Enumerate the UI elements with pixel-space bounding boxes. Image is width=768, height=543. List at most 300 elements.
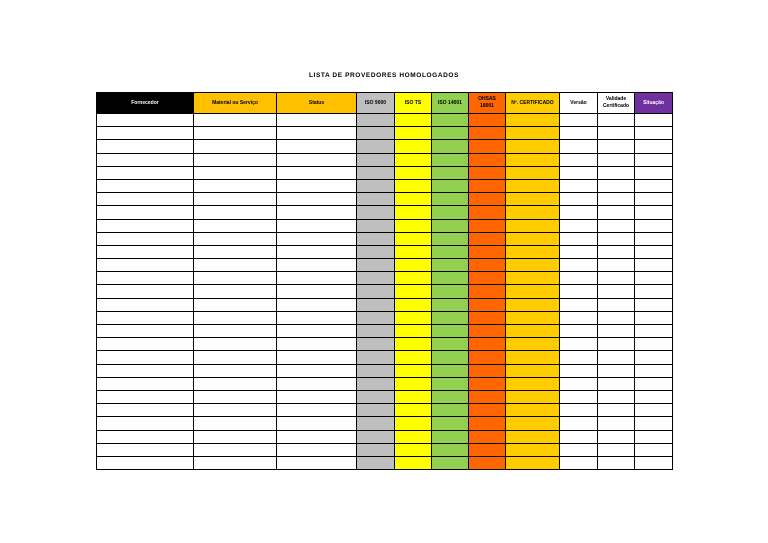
table-cell [469, 390, 506, 403]
table-cell [635, 443, 673, 456]
table-cell [469, 127, 506, 140]
table-cell [277, 193, 357, 206]
table-cell [357, 377, 395, 390]
table-cell [598, 219, 635, 232]
table-cell [560, 443, 598, 456]
table-cell [432, 140, 469, 153]
table-cell [635, 338, 673, 351]
table-cell [469, 325, 506, 338]
column-header-status: Status [277, 93, 357, 114]
table-cell [560, 377, 598, 390]
table-row [97, 206, 673, 219]
table-cell [97, 456, 194, 469]
column-header-material: Material ou Serviço [194, 93, 277, 114]
table-cell [506, 311, 560, 324]
table-cell [598, 351, 635, 364]
table-cell [357, 114, 395, 127]
table-cell [560, 153, 598, 166]
table-cell [395, 206, 432, 219]
table-cell [194, 219, 277, 232]
table-cell [277, 232, 357, 245]
header-row [97, 93, 673, 114]
table-cell [357, 298, 395, 311]
table-cell [194, 311, 277, 324]
table-cell [469, 338, 506, 351]
table-cell [395, 338, 432, 351]
table-cell [277, 325, 357, 338]
table-cell [432, 166, 469, 179]
table-cell [560, 390, 598, 403]
table-cell [194, 351, 277, 364]
table-row [97, 351, 673, 364]
table-cell [506, 285, 560, 298]
table-cell [469, 166, 506, 179]
table-row [97, 443, 673, 456]
table-cell [97, 311, 194, 324]
table-cell [277, 298, 357, 311]
table-cell [635, 259, 673, 272]
table-cell [432, 285, 469, 298]
table-cell [97, 245, 194, 258]
table-cell [469, 193, 506, 206]
table-cell [277, 351, 357, 364]
table-cell [506, 351, 560, 364]
table-cell [432, 456, 469, 469]
table-cell [395, 325, 432, 338]
table-cell [395, 166, 432, 179]
table-cell [635, 193, 673, 206]
table-row [97, 456, 673, 469]
table-cell [506, 153, 560, 166]
table-cell [506, 259, 560, 272]
table-cell [635, 179, 673, 192]
table-cell [560, 404, 598, 417]
table-cell [194, 298, 277, 311]
table-cell [635, 364, 673, 377]
table-cell [598, 232, 635, 245]
table-cell [432, 272, 469, 285]
table-cell [469, 259, 506, 272]
table-row [97, 417, 673, 430]
table-cell [277, 206, 357, 219]
table-cell [194, 272, 277, 285]
table-cell [97, 338, 194, 351]
table-cell [395, 377, 432, 390]
table-cell [598, 325, 635, 338]
table-cell [194, 430, 277, 443]
table-cell [277, 456, 357, 469]
table-row [97, 166, 673, 179]
table-row [97, 325, 673, 338]
column-header-validade: Validade Certificado [598, 93, 635, 114]
table-cell [277, 153, 357, 166]
table-cell [194, 179, 277, 192]
table-cell [395, 127, 432, 140]
table-cell [277, 127, 357, 140]
table-cell [560, 114, 598, 127]
table-cell [635, 430, 673, 443]
table-row [97, 364, 673, 377]
table-cell [506, 179, 560, 192]
table-cell [560, 140, 598, 153]
table-cell [506, 456, 560, 469]
table-cell [635, 325, 673, 338]
table-cell [598, 430, 635, 443]
table-cell [432, 417, 469, 430]
table-cell [506, 364, 560, 377]
table-cell [357, 325, 395, 338]
table-cell [277, 430, 357, 443]
table-cell [506, 232, 560, 245]
column-header-iso9000: ISO 9000 [357, 93, 395, 114]
table-cell [635, 166, 673, 179]
table-cell [97, 166, 194, 179]
table-cell [635, 351, 673, 364]
table-cell [469, 206, 506, 219]
table-cell [277, 166, 357, 179]
table-cell [357, 311, 395, 324]
table-cell [395, 245, 432, 258]
table-cell [97, 179, 194, 192]
table-cell [635, 153, 673, 166]
table-cell [277, 259, 357, 272]
table-cell [432, 114, 469, 127]
table-cell [598, 285, 635, 298]
table-cell [357, 153, 395, 166]
table-cell [194, 338, 277, 351]
table-cell [97, 259, 194, 272]
table-cell [635, 140, 673, 153]
table-cell [194, 140, 277, 153]
table-cell [506, 166, 560, 179]
table-cell [395, 298, 432, 311]
table-cell [560, 285, 598, 298]
table-cell [598, 390, 635, 403]
table-cell [469, 245, 506, 258]
table-cell [97, 114, 194, 127]
table-row [97, 404, 673, 417]
table-cell [598, 404, 635, 417]
table-row [97, 259, 673, 272]
table-cell [635, 390, 673, 403]
table-cell [357, 272, 395, 285]
table-cell [97, 404, 194, 417]
table-cell [432, 245, 469, 258]
table-row [97, 232, 673, 245]
table-cell [395, 219, 432, 232]
table-cell [194, 390, 277, 403]
table-cell [395, 140, 432, 153]
column-header-certificado: Nº. CERTIFICADO [506, 93, 560, 114]
table-cell [277, 338, 357, 351]
table-cell [277, 311, 357, 324]
column-header-ohsas: OHSAS 18001 [469, 93, 506, 114]
table-cell [432, 443, 469, 456]
table-cell [395, 114, 432, 127]
table-cell [560, 338, 598, 351]
column-header-versao: Versão [560, 93, 598, 114]
table-cell [598, 259, 635, 272]
table-cell [506, 206, 560, 219]
table-cell [560, 298, 598, 311]
table-cell [560, 259, 598, 272]
table-cell [97, 351, 194, 364]
table-cell [97, 285, 194, 298]
table-cell [357, 245, 395, 258]
table-cell [194, 193, 277, 206]
table-cell [194, 443, 277, 456]
table-cell [395, 179, 432, 192]
table-cell [598, 114, 635, 127]
table-cell [194, 153, 277, 166]
table-cell [277, 285, 357, 298]
table-cell [432, 179, 469, 192]
table-cell [395, 272, 432, 285]
column-header-situacao: Situação [635, 93, 673, 114]
table-cell [97, 298, 194, 311]
table-cell [598, 245, 635, 258]
table-row [97, 298, 673, 311]
table-cell [635, 127, 673, 140]
table-cell [560, 179, 598, 192]
table-cell [432, 193, 469, 206]
table-cell [635, 404, 673, 417]
table-cell [357, 259, 395, 272]
table-cell [432, 325, 469, 338]
table-cell [598, 311, 635, 324]
table-cell [506, 443, 560, 456]
table-cell [598, 140, 635, 153]
table-cell [635, 245, 673, 258]
table-cell [357, 166, 395, 179]
table-cell [97, 206, 194, 219]
table-cell [635, 206, 673, 219]
table-cell [357, 193, 395, 206]
table-cell [432, 364, 469, 377]
table-cell [506, 338, 560, 351]
table-cell [194, 259, 277, 272]
table-cell [432, 351, 469, 364]
table-cell [598, 127, 635, 140]
table-cell [560, 166, 598, 179]
table-cell [469, 377, 506, 390]
table-cell [97, 377, 194, 390]
table-cell [277, 404, 357, 417]
table-cell [432, 206, 469, 219]
table-cell [469, 285, 506, 298]
table-cell [395, 443, 432, 456]
table-row [97, 114, 673, 127]
table-cell [598, 456, 635, 469]
table-cell [97, 219, 194, 232]
table-cell [469, 404, 506, 417]
table-cell [395, 404, 432, 417]
table-cell [97, 232, 194, 245]
table-cell [395, 390, 432, 403]
table-cell [395, 456, 432, 469]
table-cell [357, 430, 395, 443]
table-cell [506, 404, 560, 417]
table-cell [506, 325, 560, 338]
table-cell [194, 364, 277, 377]
table-cell [560, 232, 598, 245]
table-row [97, 285, 673, 298]
table-cell [97, 140, 194, 153]
table-cell [635, 232, 673, 245]
table-cell [395, 311, 432, 324]
table-cell [506, 245, 560, 258]
table-row [97, 377, 673, 390]
table-cell [598, 443, 635, 456]
table-cell [194, 285, 277, 298]
column-header-iso14001: ISO 14001 [432, 93, 469, 114]
table-cell [560, 364, 598, 377]
table-cell [635, 272, 673, 285]
table-cell [469, 311, 506, 324]
table-cell [635, 285, 673, 298]
table-cell [395, 417, 432, 430]
table-cell [432, 298, 469, 311]
table-cell [97, 127, 194, 140]
table-cell [277, 179, 357, 192]
table-cell [635, 456, 673, 469]
table-cell [469, 430, 506, 443]
table-cell [598, 377, 635, 390]
table-cell [560, 127, 598, 140]
table-cell [506, 140, 560, 153]
table-cell [560, 430, 598, 443]
table-cell [560, 325, 598, 338]
table-cell [277, 140, 357, 153]
table-cell [598, 338, 635, 351]
table-cell [357, 179, 395, 192]
table-cell [357, 390, 395, 403]
table-cell [469, 153, 506, 166]
table-cell [469, 456, 506, 469]
table-row [97, 140, 673, 153]
table-row [97, 311, 673, 324]
table-cell [357, 232, 395, 245]
table-cell [97, 193, 194, 206]
table-cell [194, 232, 277, 245]
table-cell [194, 325, 277, 338]
table-cell [560, 311, 598, 324]
table-cell [432, 338, 469, 351]
table-cell [598, 298, 635, 311]
table-row [97, 219, 673, 232]
table-cell [357, 219, 395, 232]
table-cell [97, 443, 194, 456]
table-cell [357, 140, 395, 153]
table-cell [357, 404, 395, 417]
table-cell [560, 219, 598, 232]
table-cell [432, 219, 469, 232]
table-cell [598, 153, 635, 166]
table-cell [506, 377, 560, 390]
table-cell [97, 390, 194, 403]
table-cell [194, 456, 277, 469]
table-cell [395, 232, 432, 245]
table-cell [395, 193, 432, 206]
table-cell [432, 127, 469, 140]
table-cell [194, 206, 277, 219]
table-cell [432, 153, 469, 166]
table-cell [506, 127, 560, 140]
table-cell [395, 285, 432, 298]
table-cell [506, 298, 560, 311]
table-cell [277, 443, 357, 456]
table-row [97, 272, 673, 285]
table-cell [560, 351, 598, 364]
table-cell [277, 272, 357, 285]
table-cell [635, 417, 673, 430]
table-cell [598, 206, 635, 219]
table-cell [357, 285, 395, 298]
table-cell [635, 298, 673, 311]
table-cell [506, 219, 560, 232]
table-row [97, 193, 673, 206]
table-cell [598, 417, 635, 430]
table-cell [469, 219, 506, 232]
table-cell [506, 390, 560, 403]
table-row [97, 179, 673, 192]
table-cell [560, 417, 598, 430]
table-cell [560, 206, 598, 219]
table-cell [432, 377, 469, 390]
table-cell [277, 417, 357, 430]
table-cell [277, 377, 357, 390]
supplier-table [96, 92, 673, 470]
table-cell [560, 245, 598, 258]
table-cell [469, 272, 506, 285]
table-cell [635, 114, 673, 127]
table-cell [598, 364, 635, 377]
table-cell [635, 377, 673, 390]
table-cell [194, 377, 277, 390]
table-row [97, 245, 673, 258]
table-cell [395, 153, 432, 166]
table-cell [97, 430, 194, 443]
table-cell [598, 166, 635, 179]
table-cell [97, 272, 194, 285]
table-cell [560, 272, 598, 285]
table-cell [560, 193, 598, 206]
table-cell [277, 114, 357, 127]
table-cell [357, 338, 395, 351]
table-row [97, 338, 673, 351]
table-row [97, 430, 673, 443]
table-cell [357, 443, 395, 456]
table-cell [432, 259, 469, 272]
table-cell [357, 456, 395, 469]
column-header-isots: ISO TS [395, 93, 432, 114]
table-row [97, 127, 673, 140]
table-cell [194, 245, 277, 258]
table-cell [469, 114, 506, 127]
table-cell [194, 404, 277, 417]
table-cell [432, 311, 469, 324]
table-cell [469, 364, 506, 377]
table-cell [432, 390, 469, 403]
table-row [97, 390, 673, 403]
table-cell [432, 232, 469, 245]
table-cell [357, 351, 395, 364]
column-header-fornecedor: Fornecedor [97, 93, 194, 114]
table-cell [432, 430, 469, 443]
table-cell [97, 364, 194, 377]
table-cell [469, 140, 506, 153]
table-cell [635, 311, 673, 324]
